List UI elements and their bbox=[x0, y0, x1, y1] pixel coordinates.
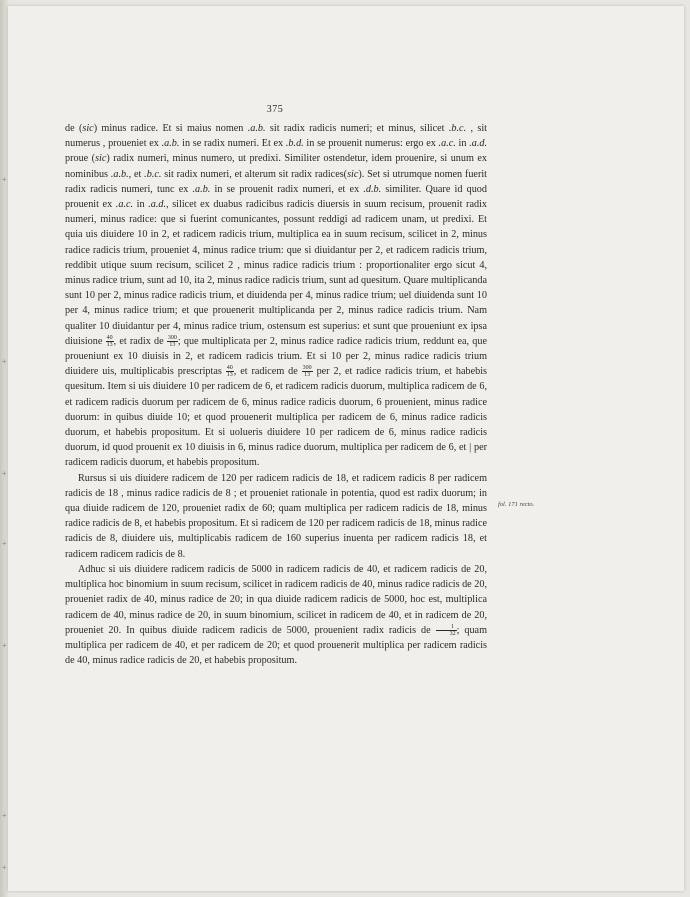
italic-text: .a.b. bbox=[192, 183, 211, 195]
fraction-numerator: 300 bbox=[167, 335, 177, 341]
gutter-mark: + bbox=[2, 357, 7, 366]
fraction bbox=[226, 365, 234, 378]
text-run: de ( bbox=[65, 123, 83, 134]
italic-text: .b.c. bbox=[448, 123, 467, 134]
page-number: 375 bbox=[266, 104, 284, 115]
fraction-numerator: 40 bbox=[226, 365, 233, 372]
fraction-numerator: 1 bbox=[436, 624, 457, 631]
text-run: similiter. Quare id quod prouenit ex bbox=[65, 183, 487, 211]
italic-text: sic bbox=[347, 168, 359, 180]
italic-text: .a.d. bbox=[469, 138, 488, 150]
text-run: sit radix numeri, et alterum sit radix radices( bbox=[161, 168, 348, 180]
italic-text: sic bbox=[82, 123, 94, 134]
italic-text: .a.b. bbox=[161, 138, 180, 150]
text-run: proue ( bbox=[65, 153, 96, 165]
gutter-mark: + bbox=[2, 811, 7, 820]
italic-text: .a.c. bbox=[438, 138, 456, 150]
text-run: in bbox=[455, 138, 470, 150]
gutter-mark: + bbox=[2, 539, 7, 548]
text-run: sit radix radicis numeri; et minus, silicet bbox=[265, 123, 449, 134]
paragraph bbox=[65, 471, 487, 562]
gutter-mark: + bbox=[2, 641, 7, 650]
fraction bbox=[302, 365, 313, 378]
text-run: , et radix de bbox=[113, 335, 167, 347]
fraction-denominator: 32 bbox=[449, 630, 456, 637]
italic-text: .a.d. bbox=[148, 199, 167, 211]
text-run: ). Set si utrumque nomen fuerit radix radicis numeri, tunc ex bbox=[65, 168, 487, 195]
gutter-mark: + bbox=[2, 863, 7, 872]
fraction-denominator: 13 bbox=[226, 372, 233, 379]
text-run: , silicet ex duabus radicibus radicis diuersis in suum recisum, prouenit radix numeri, minus radice: que si fuerint comunicantes, possunt reddigi ad radicem unam, ut predixi. Et quia uis diuidere 10 in 2, et radicem radicis trium, multiplica ea in suum recisum, scilicet in 2, minus radice radicis trium, proueniet 4, minus radice trium: que si diuidantur per 2, et radicem radicis trium, reddibit utique suum recisum, scilicet 2 , minus radice radicis trium : proportionaliter ergo sicut 4, minus radice trium, sunt ad 10, ita 2, minus radice radicis trium, sunt ad quesitum. Quare multiplicanda sunt 10 per 2, minus radice radicis trium, et diuidenda per 4, minus radice trium; uel diuidenda sunt 10 per 4, minus radice trium; et que prouenerit multiplicanda per 2, minus radice radicis trium. Nam qualiter 10 diuidantur per 4, minus radice trium, ostensum est superius: et sunt que proueniunt ex ipsa diuisione bbox=[65, 199, 487, 347]
italic-text: .a.c. bbox=[115, 199, 134, 211]
fraction bbox=[106, 335, 114, 348]
text-run: in se radix numeri. Et ex bbox=[179, 138, 286, 150]
text-run: per 2, et radice radicis trium, et habebis quesitum. Item si uis diuidere 10 per radicem de 6, et radicem radicis duorum, multiplica radicem de 6, et radicem radicis duorum per radicem de 6, minus radice radicis duorum, 6 prouenient, minus radice duorum: in quibus diuide 10; et quod prouenerit multiplica per radicem de 6, minus radice radicis duorum, et habebis propositum. Et si uolueris diuidere 10 per radicem de 6, minus radice radicis duorum, id quod prouenit ex 10 diuisis in 6, minus radice duorum, multiplica per radicem de 6, et | per radicem radicis duorum, et habebis propositum. bbox=[65, 366, 487, 469]
text-run: , sit numerus , proueniet ex bbox=[65, 123, 487, 150]
text-run: Rursus si uis diuidere radicem de 120 per radicem radicis de 18, et radicem radicis 8 per radicem radicis de 18 , minus radice radicis de 8 ; et proueniet rationale in potentia, quod est radix duorum; in qua diuide radicem de 120, proueniet radix de 60; quam multiplica per radicem radicis de 18, minus radice radicis de 8, et habebis propositum. Et si radicem de 120 per radicem radicis de 18, minus radice radicis de 8, diuidere uis, multiplicabis radicem de 160 superius inuenta per radicem radicis 18, et radicem radicem radicis de 8. bbox=[65, 472, 487, 560]
paragraph bbox=[65, 121, 487, 471]
fraction bbox=[167, 335, 178, 348]
fraction-denominator: 13 bbox=[106, 342, 113, 348]
italic-text: .b.c. bbox=[144, 168, 162, 180]
fraction-denominator: 13 bbox=[304, 372, 311, 379]
body-text bbox=[65, 121, 487, 668]
text-run: ; que multiplicata per 2, minus radice radice radicis trium, reddunt ea, que proueniunt ex 10 diuisis in 2, et radicem radicis trium. Et si 10 per 2, minus radice radicis trium diuidere uis, multiplicabis prescriptas bbox=[65, 335, 487, 378]
gutter-mark: + bbox=[2, 469, 7, 478]
paragraph bbox=[65, 562, 487, 668]
fraction-numerator: 300 bbox=[302, 365, 312, 372]
italic-text: .a.b. bbox=[110, 168, 129, 180]
italic-text: sic bbox=[95, 153, 107, 165]
margin-note-text: fol. 171 recto. bbox=[498, 501, 535, 508]
italic-text: .a.b. bbox=[247, 123, 266, 134]
fraction-numerator: 40 bbox=[106, 335, 113, 341]
fraction-denominator: 13 bbox=[169, 342, 176, 348]
text-run: in se prouenit numerus: ergo ex bbox=[303, 138, 439, 150]
text-run: ) radix numeri, minus numero, ut predixi. Similiter ostendetur, idem prouenire, si unum ex nominibus bbox=[65, 153, 487, 180]
text-run: , et radicem de bbox=[233, 366, 302, 378]
margin-note bbox=[498, 501, 534, 509]
italic-text: .b.d. bbox=[285, 138, 304, 150]
text-run: Adhuc si uis diuidere radicem radicis de 5000 in radicem radicis de 40, et radicem radicis de 20, multiplica hoc binomium in suum recisum, scilicet in radicem radicis de 40, minus radice radicis de 20, proueniet radix de 40, minus radice de 20; in qua diuide radicem radicis de 5000, hoc est, multiplica radicem de 40, minus radice de 20, in suum binomium, scilicet in radicem de 40, et in radicem de 20, proueniet 20. In quibus diuide radicem radicis de 5000, prouenient radix radicis de bbox=[65, 563, 487, 636]
fraction bbox=[436, 624, 457, 637]
text-run: in se prouenit radix numeri, et ex bbox=[210, 183, 364, 195]
text-run: ) minus radice. Et si maius nomen bbox=[93, 123, 248, 134]
text-run: in bbox=[133, 199, 149, 211]
text-run: , et bbox=[128, 168, 145, 180]
italic-text: .d.b. bbox=[363, 183, 382, 195]
gutter-mark: + bbox=[2, 175, 7, 184]
text-run: ; quam multiplica per radicem de 40, et per radicem de 20; et quod prouenerit multiplica per radicem radicis de 40, minus radice radicis de 20, et habebis propositum. bbox=[65, 624, 488, 667]
